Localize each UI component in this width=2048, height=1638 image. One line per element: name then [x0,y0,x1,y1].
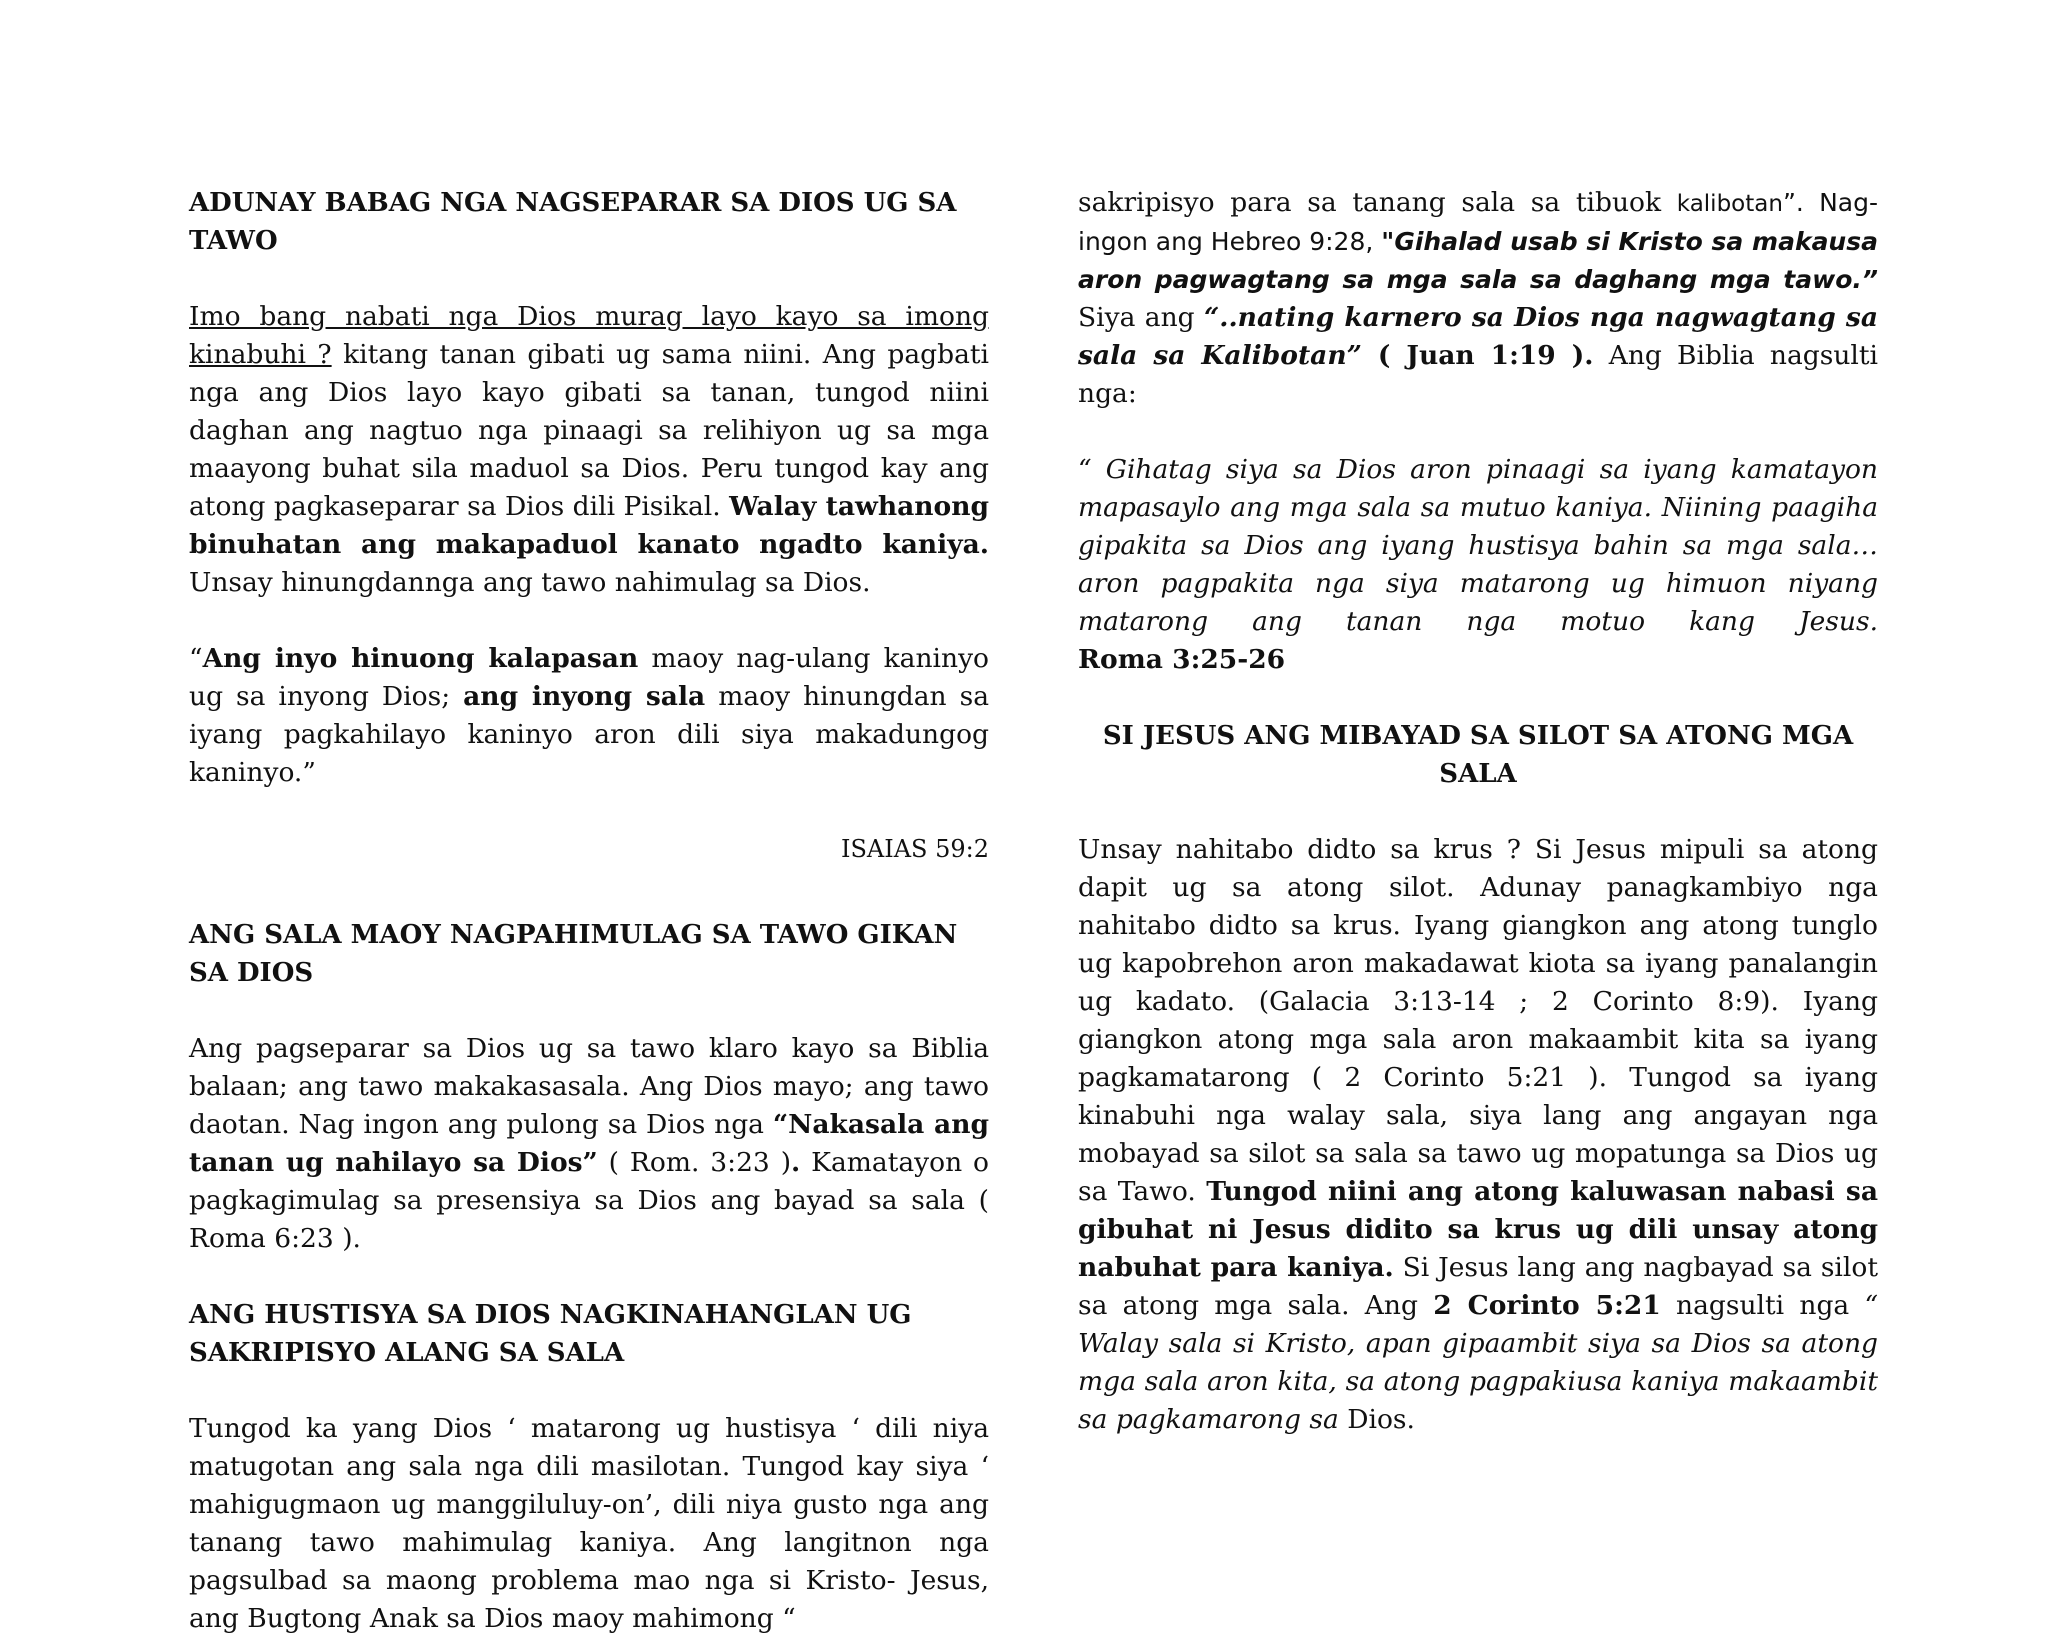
section-heading-hustisya: ANG HUSTISYA SA DIOS NAGKINAHANGLAN UG SAKRIPISYO ALANG SA SALA [189,1300,912,1368]
section-heading-babag: ADUNAY BABAG NGA NAGSEPARAR SA DIOS UG SA TAWO [189,188,957,256]
paragraph-cross: Unsay nahitabo didto sa krus ? Si Jesus mipuli sa atong dapit ug sa atong silot. Adunay panagkambiyo nga nahitabo didto sa krus. Iyang giangkon ang atong tunglo ug kapobrehon aron makadawat kiota sa iyang panalangin ug kadato. (Galacia 3:13-14 ; 2 Corinto 8:9). Iyang giangkon atong mga sala aron makaambit kita sa iyang pagkamatarong ( 2 Corinto 5:21 ). Tungod sa iyang kinabuhi nga walay sala, siya lang ang angayan nga mobayad sa silot sa sala sa tawo ug mopatunga sa Dios ug sa Tawo. Tungod niini ang atong kaluwasan nabasi sa gibuhat ni Jesus didito sa krus ug dili unsay atong nabuhat para kaniya. Si Jesus lang ang nagbayad sa silot sa atong mga sala. Ang 2 Corinto 5:21 nagsulti nga “ Walay sala si Kristo, apan gipaambit siya sa Dios sa atong mga sala aron kita, sa atong pagpakiusa kaniya makaambit sa pagkamarong sa Dios. [1078,834,1879,1435]
underlined-question: Imo bang nabati nga Dios murag layo kayo sa imong kinabuhi ? [189,301,989,370]
left-column [189,184,989,1638]
right-column [1078,184,1878,1439]
paragraph-intro: Imo bang nabati nga Dios murag layo kayo sa imong kinabuhi ? kitang tanan gibati ug sama niini. Ang pagbati nga ang Dios layo kayo gibati sa tanan, tungod niini daghan ang nagtuo nga pinaagi sa relihiyon ug sa mga maayong buhat sila maduol sa Dios. Peru tungod kay ang atong pagkaseparar sa Dios dili Pisikal. Walay tawhanong binuhatan ang makapaduol kanato ngadto kaniya. Unsay hinungdannga ang tawo nahimulag sa Dios. [189,301,990,598]
paragraph-justice: Tungod ka yang Dios ‘ matarong ug hustisya ‘ dili niya matugotan ang sala nga dili masilotan. Tungod kay siya ‘ mahigugmaon ug manggiluluy-on’, dili niya gusto nga ang tanang tawo mahimulag kaniya. Ang langitnon nga pagsulbad sa maong problema mao nga si Kristo- Jesus, ang Bugtong Anak sa Dios maoy mahimong “ [189,1413,989,1634]
isaiah-quote: “Ang inyo hinuong kalapasan maoy nag-ulang kaninyo ug sa inyong Dios; ang inyong sala maoy hinungdan sa iyang pagkahilayo kaninyo aron dili siya makadungog kaninyo.” [189,643,990,788]
paragraph-sacrifice: sakripisyo para sa tanang sala sa tibuok kalibotan”. Nag-ingon ang Hebreo 9:28, "Gihalad usab si Kristo sa makausa aron pagwagtang sa mga sala sa daghang mga tawo.” Siya ang “..nating karnero sa Dios nga nagwagtang sa sala sa Kalibotan” ( Juan 1:19 ). Ang Biblia nagsulti nga: [1078,187,1879,409]
section-heading-jesus: SI JESUS ANG MIBAYAD SA SILOT SA ATONG MGA SALA [1102,721,1854,789]
section-heading-sala: ANG SALA MAOY NAGPAHIMULAG SA TAWO GIKAN SA DIOS [189,920,958,988]
paragraph-separation: Ang pagseparar sa Dios ug sa tawo klaro kayo sa Biblia balaan; ang tawo makakasasala. Ang Dios mayo; ang tawo daotan. Nag ingon ang pulong sa Dios nga “Nakasala ang tanan ug nahilayo sa Dios” ( Rom. 3:23 ). Kamatayon o pagkagimulag sa presensiya sa Dios ang bayad sa sala ( Roma 6:23 ). [189,1033,989,1254]
quote-reference: ISAIAS 59:2 [840,835,989,863]
romans-quote: “ Gihatag siya sa Dios aron pinaagi sa iyang kamatayon mapasaylo ang mga sala sa mutuo kaniya. Niining paagiha gipakita sa Dios ang iyang hustisya bahin sa mga sala… aron pagpakita nga siya matarong ug himuon niyang matarong ang tanan nga motuo kang Jesus. [1078,454,1878,637]
romans-reference: Roma 3:25-26 [1078,644,1286,675]
bold-statement: Walay tawhanong binuhatan ang makapaduol kanato ngadto kaniya. [189,491,990,560]
